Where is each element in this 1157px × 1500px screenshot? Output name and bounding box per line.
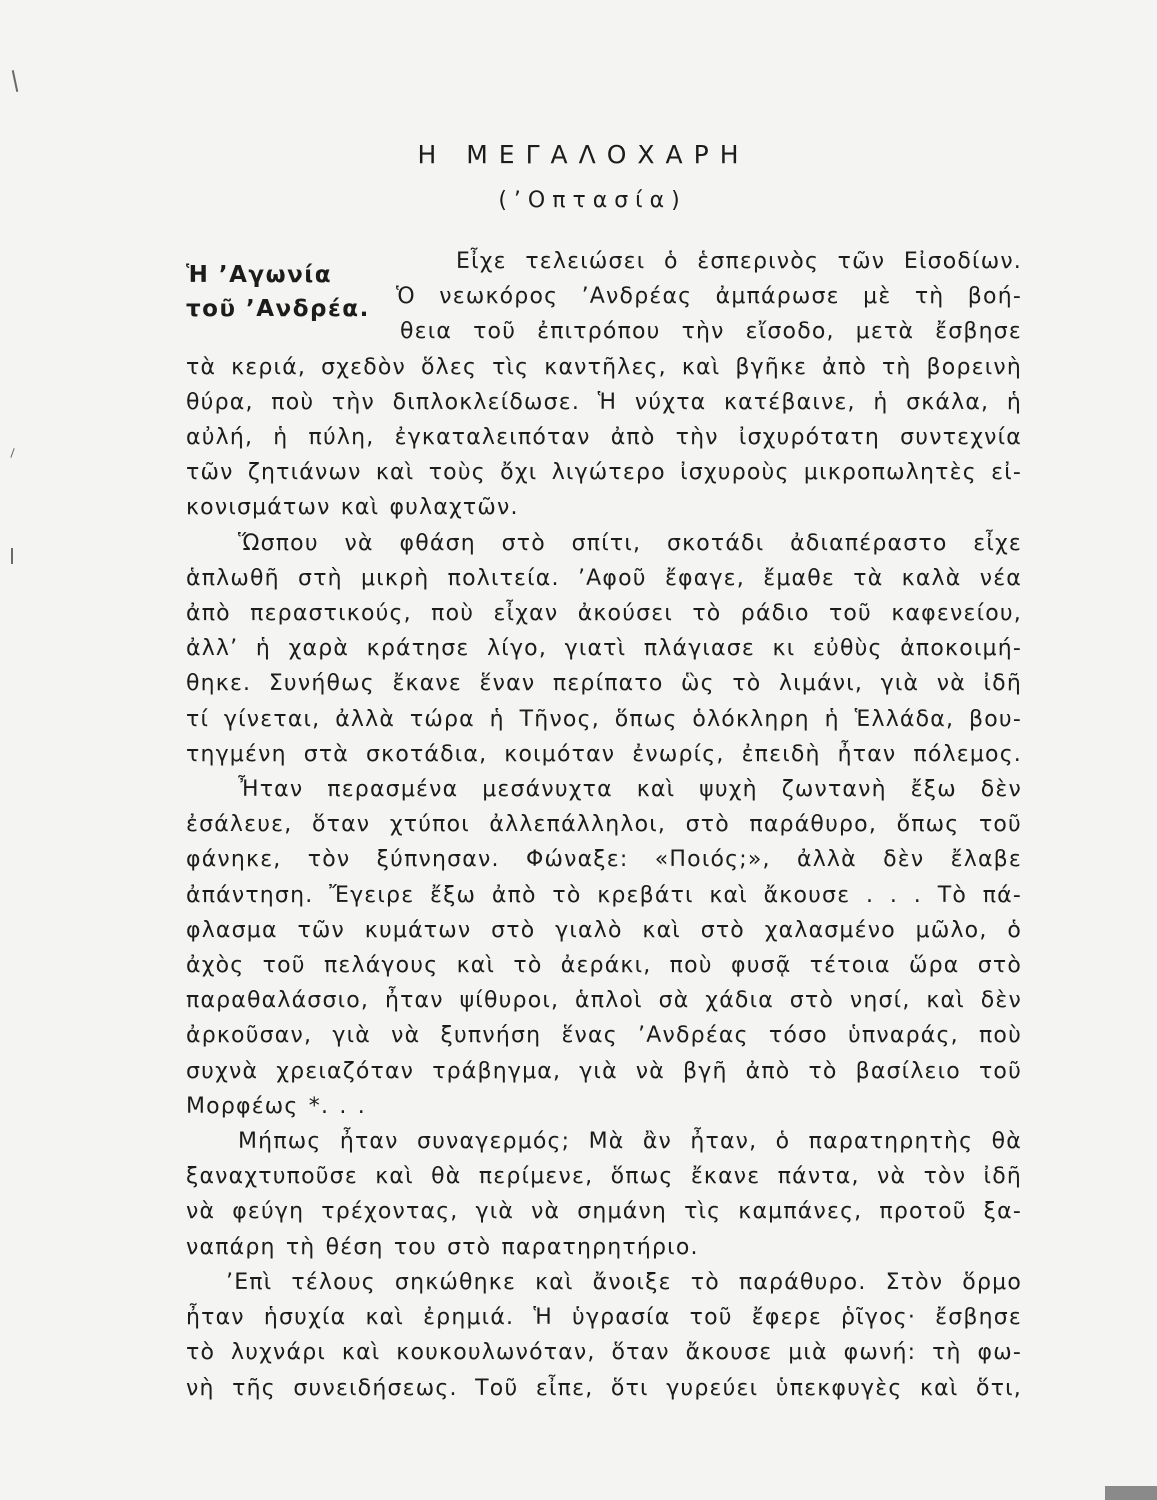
text-line: ἀχὸς τοῦ πελάγους καὶ τὸ ἀεράκι, ποὺ φυσᾷ τέτοια ὥρα στὸ [186, 953, 1022, 979]
text-line: συχνὰ χρειαζόταν τράβηγμα, γιὰ νὰ βγῆ ἀπὸ τὸ βασίλειο τοῦ [186, 1058, 1022, 1084]
text-line: ἁπλωθῆ στὴ μικρὴ πολιτεία. ’Αφοῦ ἔφαγε, ἔμαθε τὰ καλὰ νέα [186, 565, 1022, 591]
scan-artifact [11, 548, 13, 564]
text-line: ’Επὶ τέλους σηκώθηκε καὶ ἄνοιξε τὸ παράθυρο. Στὸν ὅρμο [226, 1269, 1022, 1295]
text-line: ναπάρη τὴ θέση του στὸ παρατηρητήριο. [186, 1234, 699, 1260]
text-line: θεια τοῦ ἐπιτρόπου τὴν εἴσοδο, μετὰ ἔσβησε [400, 319, 1022, 345]
side-heading-line-1: Ἡ ’Αγωνία [186, 262, 333, 288]
text-line: ξαναχτυποῦσε καὶ θὰ περίμενε, ὅπως ἔκανε πάντα, νὰ τὸν ἰδῆ [186, 1164, 1022, 1190]
text-line: τὰ κεριά, σχεδὸν ὅλες τὶς καντῆλες, καὶ βγῆκε ἀπὸ τὴ βορεινὴ [186, 354, 1022, 380]
text-line: νὴ τῆς συνειδήσεως. Τοῦ εἶπε, ὅτι γυρεύει ὑπεκφυγὲς καὶ ὅτι, [186, 1375, 1022, 1401]
text-line: Ὥσπου νὰ φθάση στὸ σπίτι, σκοτάδι ἀδιαπέραστο εἶχε [238, 530, 1022, 556]
text-line: ἦταν ἡσυχία καὶ ἐρημιά. Ἡ ὑγρασία τοῦ ἔφερε ῥῖγος· ἔσβησε [186, 1305, 1022, 1331]
text-line: Μήπως ἦταν συναγερμός; Μὰ ἂν ἦταν, ὁ παρατηρητὴς θὰ [238, 1129, 1022, 1155]
text-line: ἀπὸ περαστικούς, ποὺ εἶχαν ἀκούσει τὸ ράδιο τοῦ καφενείου, [186, 601, 1022, 627]
text-line: ἀπάντηση. Ἔγειρε ἔξω ἀπὸ τὸ κρεβάτι καὶ ἄκουσε . . . Τὸ πά- [186, 882, 1022, 908]
text-line: νὰ φεύγη τρέχοντας, γιὰ νὰ σημάνη τὶς καμπάνες, προτοῦ ξα- [186, 1199, 1022, 1225]
side-heading-line-2: τοῦ ’Ανδρέα. [186, 296, 370, 322]
text-line: Ὁ νεωκόρος ’Ανδρέας ἀμπάρωσε μὲ τὴ βοή- [396, 284, 1022, 310]
scan-artifact [10, 448, 14, 458]
text-line: τηγμένη στὰ σκοτάδια, κοιμόταν ἐνωρίς, ἐπειδὴ ἦταν πόλεμος. [186, 741, 1022, 767]
chapter-title: Η ΜΕΓΑΛΟΧΑΡΗ [417, 140, 750, 169]
text-line: ἀρκοῦσαν, γιὰ νὰ ξυπνήση ἕνας ’Ανδρέας τόσο ὑπναράς, ποὺ [186, 1023, 1022, 1049]
chapter-subtitle: (’Οπτασία) [498, 188, 687, 213]
body-text [186, 244, 1022, 1406]
text-line: ἐσάλευε, ὅταν χτύποι ἀλλεπάλληλοι, στὸ παράθυρο, ὅπως τοῦ [186, 812, 1022, 838]
text-line: ἀλλ’ ἡ χαρὰ κράτησε λίγο, γιατὶ πλάγιασε κι εὐθὺς ἀποκοιμή- [186, 636, 1022, 662]
text-line: τί γίνεται, ἀλλὰ τώρα ἡ Τῆνος, ὅπως ὁλόκληρη ἡ Ἑλλάδα, βου- [186, 706, 1022, 732]
text-line: θύρα, ποὺ τὴν διπλοκλείδωσε. Ἡ νύχτα κατέβαινε, ἡ σκάλα, ἡ [186, 389, 1022, 415]
text-line: αὐλή, ἡ πύλη, ἐγκαταλειπόταν ἀπὸ τὴν ἰσχυρότατη συντεχνία [186, 425, 1022, 451]
text-line: Εἶχε τελειώσει ὁ ἑσπερινὸς τῶν Εἰσοδίων. [456, 249, 1022, 274]
text-line: Ἦταν περασμένα μεσάνυχτα καὶ ψυχὴ ζωντανὴ ἔξω δὲν [238, 777, 1022, 803]
scan-artifact [12, 70, 19, 92]
text-line: τῶν ζητιάνων καὶ τοὺς ὄχι λιγώτερο ἰσχυροὺς μικροπωλητὲς εἰ- [186, 460, 1022, 486]
text-line: παραθαλάσσιο, ἦταν ψίθυροι, ἁπλοὶ σὰ χάδια στὸ νησί, καὶ δὲν [186, 988, 1022, 1014]
text-line: φάνηκε, τὸν ξύπνησαν. Φώναξε: «Ποιός;», ἀλλὰ δὲν ἔλαβε [186, 847, 1022, 873]
text-line: φλασμα τῶν κυμάτων στὸ γιαλὸ καὶ στὸ χαλασμένο μῶλο, ὁ [186, 917, 1022, 943]
scan-artifact [1105, 1486, 1157, 1500]
text-line: θηκε. Συνήθως ἔκανε ἕναν περίπατο ὣς τὸ λιμάνι, γιὰ νὰ ἰδῆ [186, 671, 1022, 697]
text-line: Μορφέως *. . . [186, 1093, 366, 1119]
text-line: κονισμάτων καὶ φυλαχτῶν. [186, 495, 519, 521]
text-line: τὸ λυχνάρι καὶ κουκουλωνόταν, ὅταν ἄκουσε μιὰ φωνή: τὴ φω- [186, 1340, 1022, 1366]
